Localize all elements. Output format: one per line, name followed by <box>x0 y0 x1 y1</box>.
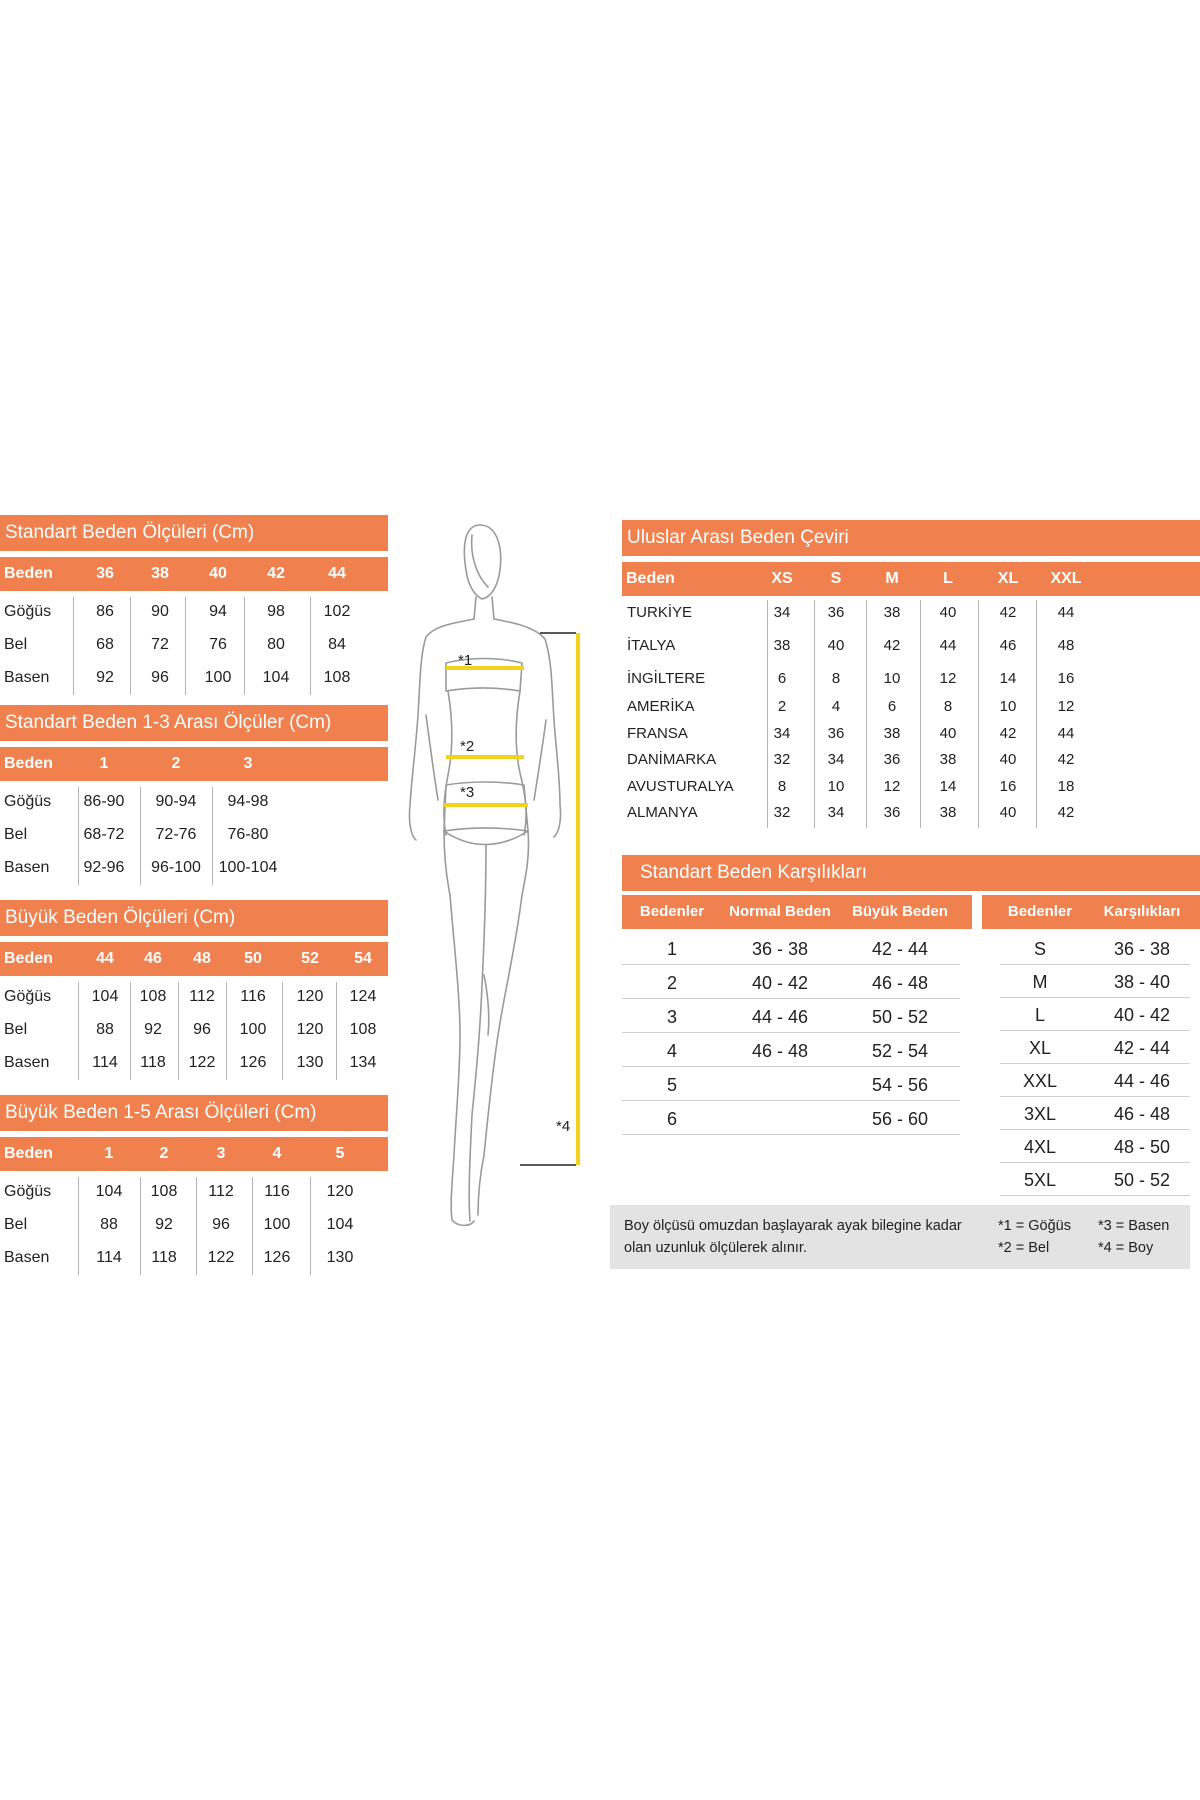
uluslar-header <box>622 562 1200 596</box>
uluslar-cell: 34 <box>827 751 845 768</box>
uluslar-cell: 36 <box>883 804 901 821</box>
uluslar-col-divider <box>767 600 768 828</box>
standart13-row <box>0 853 388 883</box>
karsilik-left-cell: 6 <box>666 1109 677 1129</box>
standart-row <box>0 597 388 627</box>
uluslar-row <box>622 800 1200 826</box>
buyuk15-col-divider <box>196 1177 197 1275</box>
uluslar-cell: 14 <box>939 778 957 795</box>
karsilik-right-header <box>982 895 1200 929</box>
uluslar-cell: 12 <box>1057 698 1075 715</box>
karsilik-right-head-0: Bedenler <box>1007 903 1073 920</box>
karsilik-right-cell: L <box>1034 1005 1045 1025</box>
uluslar-cell: 38 <box>883 725 901 742</box>
buyuk15-cell: 100 <box>263 1216 291 1233</box>
standart-size-1: 38 <box>151 565 169 582</box>
note-text: Boy ölçüsü omuzdan başlayarak ayak bilegine kadar olan uzunluk ölçülerek alınır. <box>624 1218 962 1256</box>
uluslar-cell: 40 <box>999 751 1017 768</box>
karsilik-left-cell: 1 <box>666 939 677 959</box>
buyuk15-rows <box>0 1177 388 1277</box>
uluslar-size-5: XXL <box>1050 570 1082 587</box>
uluslar-country: AVUSTURALYA <box>627 778 734 795</box>
standart-row <box>0 630 388 660</box>
buyuk-row <box>0 1048 388 1078</box>
uluslar-country: FRANSA <box>627 725 688 742</box>
standart13-size-2: 3 <box>243 755 253 772</box>
karsilik-left-cell: 40 - 42 <box>751 973 809 993</box>
uluslar-cell: 8 <box>777 778 787 795</box>
buyuk15-cell: 88 <box>100 1216 118 1233</box>
uluslar-cell: 8 <box>943 698 953 715</box>
uluslar-cell: 4 <box>831 698 841 715</box>
uluslar-cell: 10 <box>999 698 1017 715</box>
standart-col-divider <box>244 597 245 695</box>
standart-cell: 90 <box>151 603 169 620</box>
uluslar-cell: 32 <box>773 751 791 768</box>
buyuk-cell: 112 <box>189 988 215 1005</box>
standart13-col-divider <box>78 787 79 885</box>
uluslar-country: AMERİKA <box>627 698 695 715</box>
standart-cell: 100 <box>204 669 232 686</box>
buyuk15-col-divider <box>252 1177 253 1275</box>
buyuk15-row <box>0 1210 388 1240</box>
buyuk-cell: 130 <box>296 1054 324 1071</box>
standart13-cell: 68-72 <box>83 826 125 843</box>
buyuk15-row-label: Basen <box>4 1249 50 1266</box>
uluslar-row <box>622 747 1200 773</box>
buyuk15-cell: 130 <box>326 1249 354 1266</box>
uluslar-cell: 10 <box>827 778 845 795</box>
buyuk-size-0: 44 <box>96 950 114 967</box>
karsilik-right-cell: M <box>1032 972 1048 992</box>
standart-size-3: 42 <box>267 565 285 582</box>
karsilik-left-header <box>622 895 972 929</box>
buyuk15-size-2: 3 <box>216 1145 226 1162</box>
uluslar-cell: 38 <box>939 804 957 821</box>
karsilik-left-cell: 2 <box>666 973 677 993</box>
marker-3: *3 <box>460 784 475 801</box>
standart13-cell: 72-76 <box>155 826 197 843</box>
uluslar-size-2: M <box>885 570 899 587</box>
karsilik-left-head-0: Bedenler <box>639 903 705 920</box>
buyuk15-size-1: 2 <box>159 1145 169 1162</box>
standart-cell: 94 <box>209 603 227 620</box>
buyuk-cell: 124 <box>349 988 377 1005</box>
karsilik-right-cell: 50 - 52 <box>1113 1170 1171 1190</box>
uluslar-cell: 38 <box>883 604 901 621</box>
karsilik-right-row <box>1000 1065 1190 1097</box>
karsilik-left-row <box>622 933 960 965</box>
uluslar-cell: 38 <box>773 637 791 654</box>
uluslar-row <box>622 721 1200 747</box>
karsilik-left-head-2: Büyük Beden <box>852 903 948 920</box>
buyuk-cell: 104 <box>91 988 119 1005</box>
uluslar-cell: 10 <box>883 670 901 687</box>
buyuk15-cell: 126 <box>263 1249 291 1266</box>
uluslar-cell: 36 <box>827 725 845 742</box>
standart-rows <box>0 597 388 697</box>
uluslar-cell: 18 <box>1057 778 1075 795</box>
measurement-note <box>610 1205 1190 1269</box>
uluslar-col-divider <box>866 600 867 828</box>
uluslar-country: TURKİYE <box>627 604 693 621</box>
buyuk15-col-divider <box>140 1177 141 1275</box>
legend-1: *1 = Göğüs <box>998 1218 1071 1234</box>
uluslar-rows <box>622 600 1200 830</box>
buyuk-cell: 108 <box>349 1021 377 1038</box>
uluslar-cell: 34 <box>773 604 791 621</box>
uluslar-cell: 36 <box>827 604 845 621</box>
standart-cell: 84 <box>328 636 346 653</box>
karsilik-right-row <box>1000 1164 1190 1196</box>
standart-cell: 108 <box>323 669 351 686</box>
karsilik-right-cell: 46 - 48 <box>1113 1104 1171 1124</box>
legend-4: *4 = Boy <box>1098 1240 1154 1256</box>
standart13-cell: 94-98 <box>227 793 269 810</box>
uluslar-cell: 42 <box>999 725 1017 742</box>
standart13-rows <box>0 787 388 887</box>
standart13-col-divider <box>140 787 141 885</box>
karsilik-right-cell: 36 - 38 <box>1113 939 1171 959</box>
standart13-cell: 76-80 <box>227 826 269 843</box>
buyuk-header <box>0 942 388 976</box>
standart13-header-label: Beden <box>4 755 53 772</box>
buyuk-header-label: Beden <box>4 950 53 967</box>
standart13-size-1: 2 <box>171 755 181 772</box>
standart13-row-label: Basen <box>4 859 50 876</box>
uluslar-cell: 16 <box>999 778 1017 795</box>
standart13-header <box>0 747 388 781</box>
uluslar-country: ALMANYA <box>627 804 698 821</box>
buyuk-col-divider <box>178 982 179 1080</box>
karsilik-left-cell: 46 - 48 <box>751 1041 809 1061</box>
uluslar-title: Uluslar Arası Beden Çeviri <box>622 520 1200 556</box>
buyuk-col-divider <box>130 982 131 1080</box>
karsilik-right-cell: 5XL <box>1023 1170 1057 1190</box>
buyuk-col-divider <box>282 982 283 1080</box>
marker-1: *1 <box>458 652 473 669</box>
uluslar-cell: 44 <box>1057 725 1075 742</box>
buyuk15-cell: 112 <box>208 1183 234 1200</box>
standart13-row-label: Bel <box>4 826 28 843</box>
karsilik-right-cell: 40 - 42 <box>1113 1005 1171 1025</box>
karsilik-right-row <box>1000 1032 1190 1064</box>
buyuk15-cell: 116 <box>264 1183 290 1200</box>
karsilik-right-cell: 3XL <box>1023 1104 1057 1124</box>
marker-4: *4 <box>556 1118 571 1135</box>
uluslar-country: İTALYA <box>627 637 676 654</box>
karsilik-left-row <box>622 967 960 999</box>
buyuk15-cell: 96 <box>212 1216 230 1233</box>
buyuk-cell: 88 <box>96 1021 114 1038</box>
standart13-cell: 90-94 <box>155 793 197 810</box>
buyuk15-row-label: Bel <box>4 1216 28 1233</box>
buyuk-row-label: Bel <box>4 1021 28 1038</box>
uluslar-col-divider <box>920 600 921 828</box>
buyuk-cell: 122 <box>188 1054 216 1071</box>
marker-2: *2 <box>460 738 475 755</box>
uluslar-size-1: S <box>830 570 842 587</box>
buyuk-size-1: 46 <box>144 950 162 967</box>
buyuk15-title: Büyük Beden 1-5 Arası Ölçüleri (Cm) <box>0 1095 388 1131</box>
standart13-cell: 92-96 <box>83 859 125 876</box>
karsilik-right-cell: S <box>1033 939 1046 959</box>
uluslar-cell: 44 <box>1057 604 1075 621</box>
buyuk-row-label: Göğüs <box>4 988 52 1005</box>
uluslar-cell: 40 <box>939 725 957 742</box>
karsilik-right-cell: 48 - 50 <box>1113 1137 1171 1157</box>
standart-header <box>0 557 388 591</box>
standart-col-divider <box>73 597 74 695</box>
standart-row <box>0 663 388 693</box>
karsilik-left-cell: 44 - 46 <box>751 1007 809 1027</box>
standart-size-0: 36 <box>96 565 114 582</box>
uluslar-row <box>622 633 1200 659</box>
uluslar-size-3: L <box>943 570 953 587</box>
buyuk-cell: 120 <box>296 1021 324 1038</box>
standart-cell: 72 <box>151 636 169 653</box>
buyuk15-cell: 118 <box>151 1249 177 1266</box>
buyuk15-cell: 114 <box>96 1249 122 1266</box>
uluslar-cell: 42 <box>883 637 901 654</box>
buyuk-col-divider <box>226 982 227 1080</box>
buyuk-cell: 100 <box>239 1021 267 1038</box>
uluslar-cell: 40 <box>939 604 957 621</box>
karsilik-left-cell: 52 - 54 <box>871 1041 929 1061</box>
buyuk-row <box>0 982 388 1012</box>
standart-cell: 102 <box>323 603 351 620</box>
uluslar-cell: 12 <box>939 670 957 687</box>
uluslar-cell: 46 <box>999 637 1017 654</box>
standart13-row <box>0 787 388 817</box>
body-figure-drawing <box>400 515 600 1255</box>
uluslar-country: DANİMARKA <box>627 751 717 768</box>
uluslar-cell: 40 <box>999 804 1017 821</box>
legend-3: *3 = Basen <box>1098 1218 1170 1234</box>
uluslar-cell: 34 <box>773 725 791 742</box>
buyuk15-size-0: 1 <box>104 1145 114 1162</box>
standart-col-divider <box>185 597 186 695</box>
uluslar-cell: 6 <box>887 698 897 715</box>
uluslar-country: İNGİLTERE <box>627 670 706 687</box>
karsilik-title: Standart Beden Karşılıkları <box>622 855 1200 891</box>
buyuk-row-label: Basen <box>4 1054 50 1071</box>
standart-header-label: Beden <box>4 565 53 582</box>
karsilik-right-cell: XL <box>1028 1038 1052 1058</box>
buyuk-size-4: 52 <box>301 950 319 967</box>
karsilik-right-row <box>1000 933 1190 965</box>
standart-cell: 76 <box>209 636 227 653</box>
karsilik-left-row <box>622 1069 960 1101</box>
karsilik-left-cell: 5 <box>666 1075 677 1095</box>
legend-2: *2 = Bel <box>998 1240 1050 1256</box>
buyuk-cell: 134 <box>349 1054 377 1071</box>
body-figure <box>400 515 600 1255</box>
buyuk-row <box>0 1015 388 1045</box>
standart-size-2: 40 <box>209 565 227 582</box>
karsilik-left-row <box>622 1001 960 1033</box>
uluslar-cell: 14 <box>999 670 1017 687</box>
standart-cell: 92 <box>96 669 114 686</box>
standart13-title: Standart Beden 1-3 Arası Ölçüler (Cm) <box>0 705 388 741</box>
uluslar-cell: 42 <box>999 604 1017 621</box>
uluslar-cell: 36 <box>883 751 901 768</box>
standart13-row-label: Göğüs <box>4 793 52 810</box>
karsilik-right-cell: 42 - 44 <box>1113 1038 1171 1058</box>
uluslar-col-divider <box>978 600 979 828</box>
standart-cell: 80 <box>267 636 285 653</box>
uluslar-cell: 12 <box>883 778 901 795</box>
buyuk15-row <box>0 1177 388 1207</box>
standart13-cell: 96-100 <box>151 859 201 876</box>
buyuk15-row-label: Göğüs <box>4 1183 52 1200</box>
buyuk-title: Büyük Beden Ölçüleri (Cm) <box>0 900 388 936</box>
standart-row-label: Göğüs <box>4 603 52 620</box>
buyuk15-cell: 104 <box>95 1183 123 1200</box>
uluslar-cell: 44 <box>939 637 957 654</box>
uluslar-cell: 6 <box>777 670 787 687</box>
karsilik-right-row <box>1000 1131 1190 1163</box>
uluslar-cell: 40 <box>827 637 845 654</box>
uluslar-cell: 16 <box>1057 670 1075 687</box>
uluslar-row <box>622 600 1200 626</box>
uluslar-cell: 48 <box>1057 637 1075 654</box>
uluslar-row <box>622 666 1200 692</box>
buyuk15-cell: 122 <box>207 1249 235 1266</box>
standart-row-label: Basen <box>4 669 50 686</box>
karsilik-left-row <box>622 1103 960 1135</box>
uluslar-cell: 34 <box>827 804 845 821</box>
karsilik-left-head-1: Normal Beden <box>729 903 831 920</box>
buyuk-col-divider <box>78 982 79 1080</box>
karsilik-right-cell: 4XL <box>1023 1137 1057 1157</box>
buyuk-cell: 96 <box>193 1021 211 1038</box>
buyuk15-cell: 120 <box>326 1183 354 1200</box>
buyuk-cell: 120 <box>296 988 324 1005</box>
buyuk15-row <box>0 1243 388 1273</box>
uluslar-col-divider <box>814 600 815 828</box>
uluslar-col-divider <box>1036 600 1037 828</box>
buyuk-cell: 108 <box>139 988 167 1005</box>
karsilik-right-cell: 38 - 40 <box>1113 972 1171 992</box>
uluslar-size-4: XL <box>997 570 1019 587</box>
karsilik-left-cell: 42 - 44 <box>871 939 929 959</box>
karsilik-right-head-1: Karşılıkları <box>1103 903 1181 920</box>
buyuk-cell: 116 <box>240 988 266 1005</box>
buyuk15-col-divider <box>78 1177 79 1275</box>
uluslar-cell: 42 <box>1057 751 1075 768</box>
buyuk15-header <box>0 1137 388 1171</box>
buyuk-cell: 92 <box>144 1021 162 1038</box>
uluslar-size-0: XS <box>771 570 793 587</box>
buyuk15-cell: 104 <box>326 1216 354 1233</box>
uluslar-cell: 32 <box>773 804 791 821</box>
buyuk-size-3: 50 <box>244 950 262 967</box>
standart-cell: 96 <box>151 669 169 686</box>
karsilik-right-row <box>1000 999 1190 1031</box>
standart-title: Standart Beden Ölçüleri (Cm) <box>0 515 388 551</box>
standart13-row <box>0 820 388 850</box>
buyuk-cell: 126 <box>239 1054 267 1071</box>
buyuk-col-divider <box>336 982 337 1080</box>
standart-cell: 86 <box>96 603 114 620</box>
standart-row-label: Bel <box>4 636 28 653</box>
karsilik-left-cell: 4 <box>666 1041 677 1061</box>
karsilik-right-cell: 44 - 46 <box>1113 1071 1171 1091</box>
buyuk15-cell: 92 <box>155 1216 173 1233</box>
standart-size-4: 44 <box>328 565 346 582</box>
standart-col-divider <box>310 597 311 695</box>
buyuk15-header-label: Beden <box>4 1145 53 1162</box>
karsilik-left-cell: 3 <box>666 1007 677 1027</box>
karsilik-left-cell: 36 - 38 <box>751 939 809 959</box>
buyuk-size-2: 48 <box>193 950 211 967</box>
buyuk15-size-3: 4 <box>272 1145 282 1162</box>
karsilik-left-cell: 54 - 56 <box>871 1075 929 1095</box>
karsilik-left-cell: 50 - 52 <box>871 1007 929 1027</box>
karsilik-right-cell: XXL <box>1022 1071 1058 1091</box>
uluslar-header-label: Beden <box>626 570 675 587</box>
uluslar-cell: 38 <box>939 751 957 768</box>
uluslar-cell: 42 <box>1057 804 1075 821</box>
buyuk-rows <box>0 982 388 1082</box>
uluslar-cell: 2 <box>777 698 787 715</box>
buyuk-size-5: 54 <box>354 950 372 967</box>
karsilik-left-row <box>622 1035 960 1067</box>
standart-cell: 98 <box>267 603 285 620</box>
standart-cell: 68 <box>96 636 114 653</box>
standart13-size-0: 1 <box>99 755 109 772</box>
buyuk-cell: 114 <box>92 1054 118 1071</box>
buyuk15-size-4: 5 <box>335 1145 345 1162</box>
karsilik-right-row <box>1000 1098 1190 1130</box>
uluslar-row <box>622 774 1200 800</box>
karsilik-left-cell: 56 - 60 <box>871 1109 929 1129</box>
buyuk15-cell: 108 <box>150 1183 178 1200</box>
karsilik-left-cell: 46 - 48 <box>871 973 929 993</box>
karsilik-right-row <box>1000 966 1190 998</box>
uluslar-row <box>622 694 1200 720</box>
standart-col-divider <box>130 597 131 695</box>
standart13-cell: 100-104 <box>218 859 278 876</box>
buyuk-cell: 118 <box>140 1054 166 1071</box>
size-chart <box>0 515 1200 1275</box>
standart13-cell: 86-90 <box>83 793 125 810</box>
standart13-col-divider <box>212 787 213 885</box>
buyuk15-col-divider <box>310 1177 311 1275</box>
standart-cell: 104 <box>262 669 290 686</box>
uluslar-cell: 8 <box>831 670 841 687</box>
